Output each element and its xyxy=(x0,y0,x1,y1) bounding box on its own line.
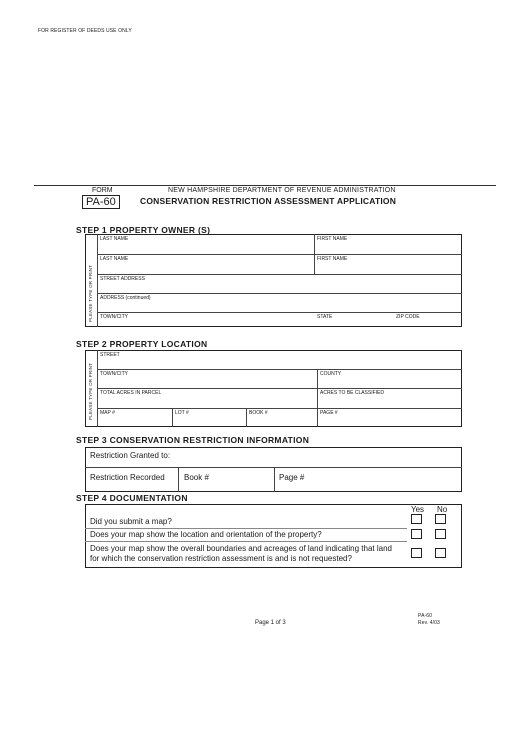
no-column-header: No xyxy=(437,505,448,514)
footer-form-ref: PA-60 xyxy=(418,613,433,619)
page-indicator: Page 1 of 3 xyxy=(255,620,286,626)
street-address-field[interactable]: STREET ADDRESS xyxy=(100,276,145,282)
map-number-field[interactable]: MAP # xyxy=(100,410,115,416)
map-location-yes-checkbox[interactable] xyxy=(411,529,422,539)
question-map-submitted: Did you submit a map? xyxy=(90,517,172,526)
restriction-recorded-label: Restriction Recorded xyxy=(90,473,165,482)
document-title: CONSERVATION RESTRICTION ASSESSMENT APPLICATION xyxy=(140,196,397,206)
step4-heading: STEP 4 DOCUMENTATION xyxy=(76,493,188,503)
map-boundaries-yes-checkbox[interactable] xyxy=(411,548,422,558)
owner-town-city-field[interactable]: TOWN/CITY xyxy=(100,314,128,320)
lot-number-field[interactable]: LOT # xyxy=(175,410,189,416)
question-map-boundaries-line2: for which the conservation restriction assessment is and is not requested? xyxy=(90,554,352,563)
step1-heading: STEP 1 PROPERTY OWNER (S) xyxy=(76,225,211,235)
restriction-book-field[interactable]: Book # xyxy=(184,473,209,482)
restriction-page-field[interactable]: Page # xyxy=(279,473,305,482)
form-label: FORM xyxy=(92,187,113,194)
location-street-field[interactable]: STREET xyxy=(100,352,120,358)
owner-state-field[interactable]: STATE xyxy=(317,314,333,320)
address-continued-field[interactable]: ADDRESS (continued) xyxy=(100,295,151,301)
step2-heading: STEP 2 PROPERTY LOCATION xyxy=(76,339,208,349)
step2-side-label: PLEASE TYPE OR PRINT xyxy=(88,362,93,420)
page-number-field[interactable]: PAGE # xyxy=(320,410,338,416)
book-number-field[interactable]: BOOK # xyxy=(249,410,268,416)
owner-zip-field[interactable]: ZIP CODE xyxy=(396,314,420,320)
map-submitted-no-checkbox[interactable] xyxy=(435,514,446,524)
step3-heading: STEP 3 CONSERVATION RESTRICTION INFORMATION xyxy=(76,435,310,445)
yes-column-header: Yes xyxy=(411,505,425,514)
footer-revision: Rev. 4/03 xyxy=(418,620,440,626)
register-note: FOR REGISTER OF DEEDS USE ONLY xyxy=(38,28,132,34)
map-submitted-yes-checkbox[interactable] xyxy=(411,514,422,524)
header-rule xyxy=(34,185,496,186)
first-name-1-field[interactable]: FIRST NAME xyxy=(317,236,348,242)
question-map-location: Does your map show the location and orientation of the property? xyxy=(90,530,322,539)
total-acres-field[interactable]: TOTAL ACRES IN PARCEL xyxy=(100,390,162,396)
last-name-2-field[interactable]: LAST NAME xyxy=(100,256,129,262)
question-map-boundaries-line1: Does your map show the overall boundaries and acreages of land indicating that land xyxy=(90,544,392,553)
acres-classified-field[interactable]: ACRES TO BE CLASSIFIED xyxy=(320,390,385,396)
form-number: PA-60 xyxy=(82,195,120,209)
first-name-2-field[interactable]: FIRST NAME xyxy=(317,256,348,262)
map-location-no-checkbox[interactable] xyxy=(435,529,446,539)
last-name-1-field[interactable]: LAST NAME xyxy=(100,236,129,242)
map-boundaries-no-checkbox[interactable] xyxy=(435,548,446,558)
county-field[interactable]: COUNTY xyxy=(320,371,342,377)
location-town-city-field[interactable]: TOWN/CITY xyxy=(100,371,128,377)
restriction-granted-to-field[interactable]: Restriction Granted to: xyxy=(90,451,171,460)
agency-name: NEW HAMPSHIRE DEPARTMENT OF REVENUE ADMINISTRATION xyxy=(168,187,396,194)
step1-side-label: PLEASE TYPE OR PRINT xyxy=(88,264,93,322)
